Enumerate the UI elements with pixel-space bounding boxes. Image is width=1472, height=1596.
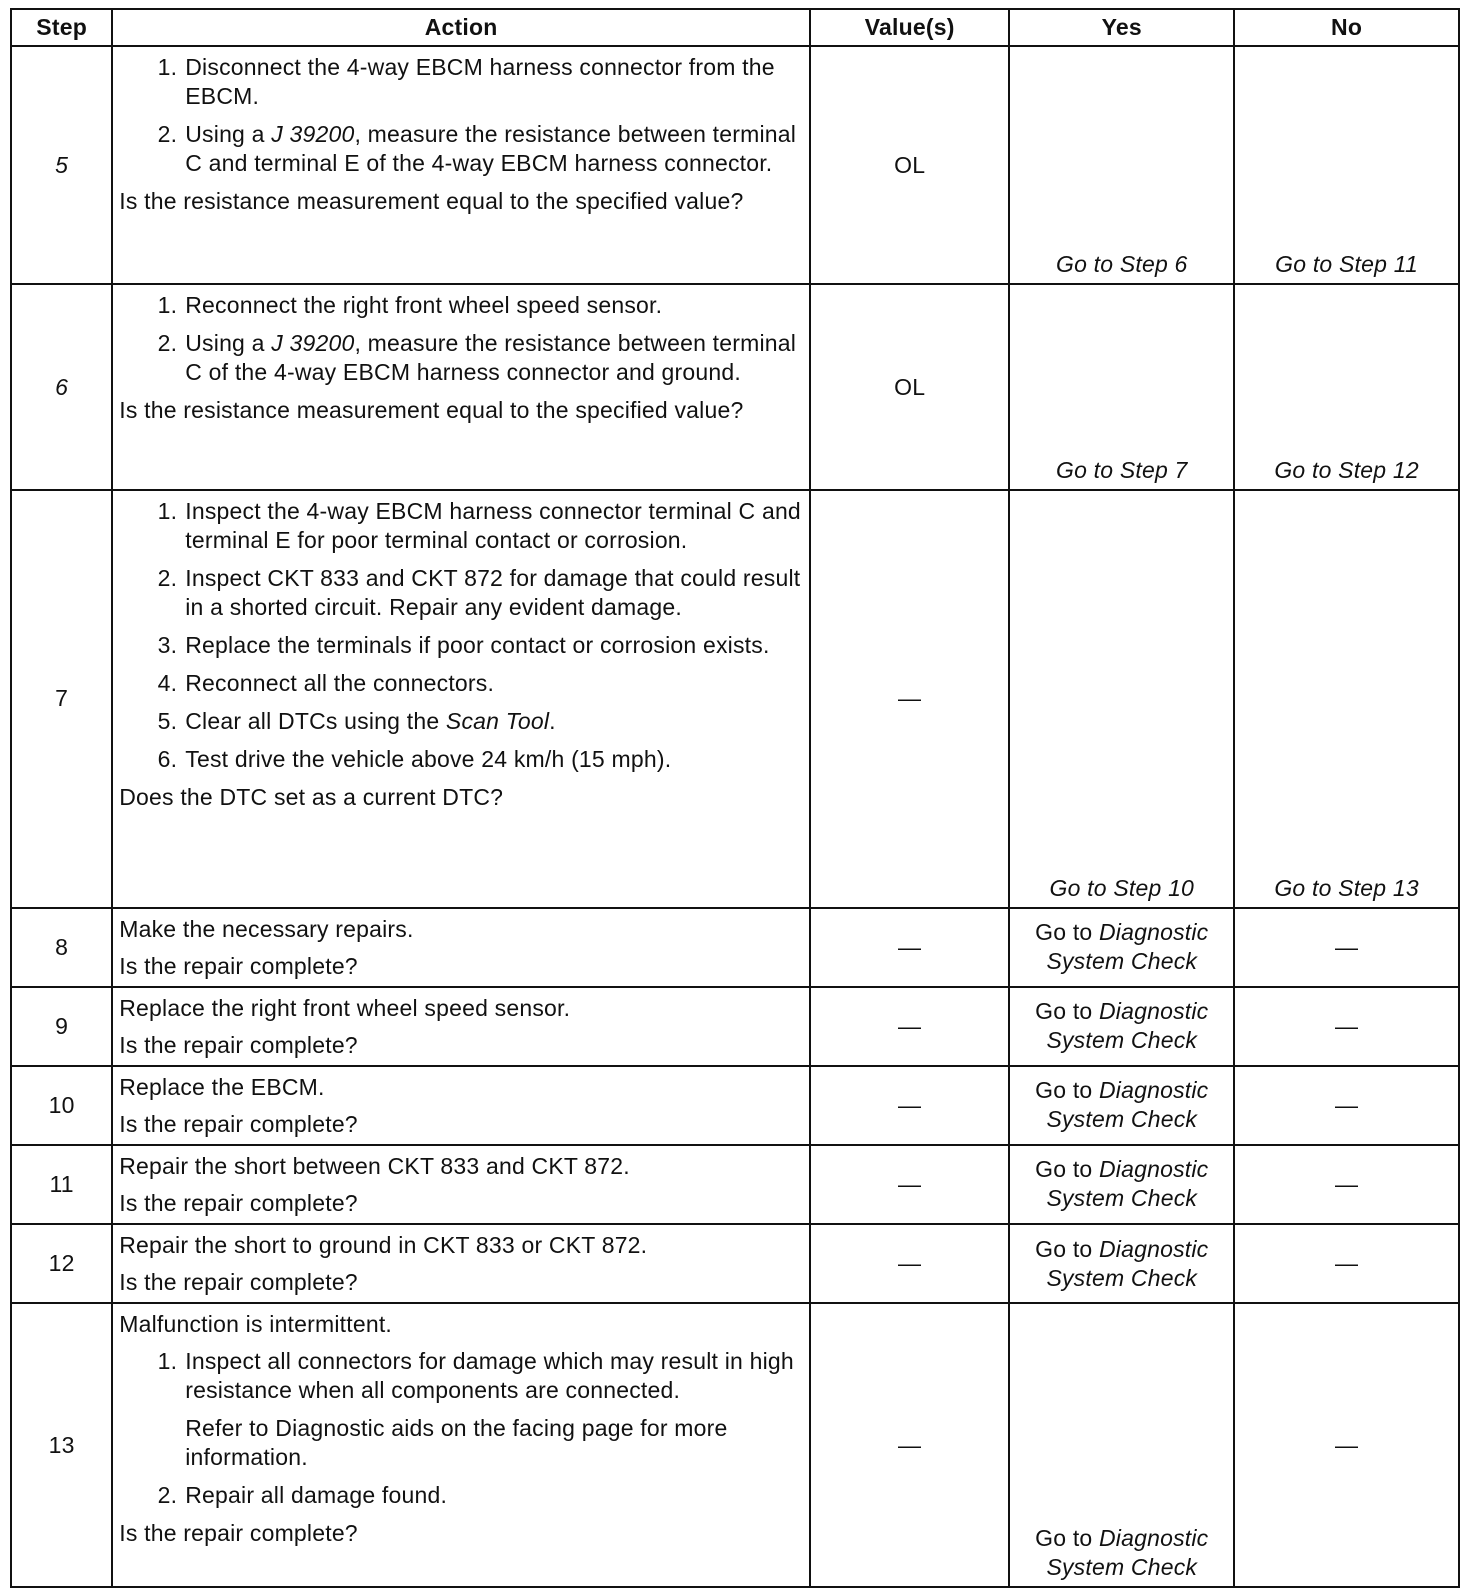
step-number: 11 xyxy=(11,1145,112,1224)
value-cell: — xyxy=(810,1224,1009,1303)
value-cell: OL xyxy=(810,46,1009,284)
no-value: — xyxy=(1234,1145,1459,1224)
table-row-step-7 xyxy=(11,490,1459,908)
table-row-step-12 xyxy=(11,1224,1459,1303)
step-number: 9 xyxy=(11,987,112,1066)
table-row-step-5 xyxy=(11,46,1459,284)
diagnostic-table-page xyxy=(10,8,1460,1588)
action-question: Is the repair complete? xyxy=(119,1268,358,1295)
no-value: — xyxy=(1234,908,1459,987)
value-cell: — xyxy=(810,987,1009,1066)
action-question: Is the repair complete? xyxy=(119,1520,358,1547)
action-cell xyxy=(112,1066,810,1145)
value-cell: OL xyxy=(810,284,1009,490)
action-item: 5. Clear all DTCs using the Scan Tool. xyxy=(157,708,556,735)
no-value: — xyxy=(1234,1224,1459,1303)
action-question: Is the repair complete? xyxy=(119,1189,358,1216)
table-row-step-9 xyxy=(11,987,1459,1066)
action-cell xyxy=(112,490,810,908)
action-item: 6. Test drive the vehicle above 24 km/h (15 mph). xyxy=(157,746,672,773)
yes-link[interactable]: Go to Diagnostic System Check xyxy=(1009,1145,1234,1224)
value-cell: — xyxy=(810,908,1009,987)
step-number: 6 xyxy=(11,284,112,490)
action-item: 3. Replace the terminals if poor contact or corrosion exists. xyxy=(157,632,770,659)
table-row-step-13 xyxy=(11,1303,1459,1587)
yes-link[interactable]: Go to Diagnostic System Check xyxy=(1009,1303,1234,1587)
action-note: Refer to Diagnostic aids on the facing page for more information. xyxy=(185,1415,728,1471)
action-item: 1. Disconnect the 4-way EBCM harness connector from the EBCM. xyxy=(157,54,775,109)
yes-link[interactable]: Go to Step 7 xyxy=(1009,284,1234,490)
step-number: 13 xyxy=(11,1303,112,1587)
action-cell xyxy=(112,908,810,987)
yes-link[interactable]: Go to Diagnostic System Check xyxy=(1009,908,1234,987)
action-question: Is the resistance measurement equal to the specified value? xyxy=(119,188,744,214)
table-row-step-6 xyxy=(11,284,1459,490)
action-item: 1. Inspect all connectors for damage which may result in high resistance when all components are connected. xyxy=(157,1348,794,1404)
action-question: Does the DTC set as a current DTC? xyxy=(119,784,504,811)
action-text: Make the necessary repairs. xyxy=(119,915,414,942)
table-row-step-10 xyxy=(11,1066,1459,1145)
no-value: — xyxy=(1234,1066,1459,1145)
table-row-step-8 xyxy=(11,908,1459,987)
action-intro: Malfunction is intermittent. xyxy=(119,1311,393,1338)
step-number: 7 xyxy=(11,490,112,908)
action-question: Is the repair complete? xyxy=(119,952,358,979)
yes-link[interactable]: Go to Diagnostic System Check xyxy=(1009,987,1234,1066)
action-item: 1. Inspect the 4-way EBCM harness connector terminal C and terminal E for poor terminal contact or corrosion. xyxy=(157,498,801,554)
no-link[interactable]: Go to Step 12 xyxy=(1234,284,1459,490)
header-row xyxy=(11,9,1459,46)
step-number: 5 xyxy=(11,46,112,284)
action-item: 2. Using a J 39200, measure the resistance between terminal C and terminal E of the 4-way EBCM harness connector. xyxy=(157,121,797,176)
yes-link[interactable]: Go to Diagnostic System Check xyxy=(1009,1224,1234,1303)
action-cell xyxy=(112,284,810,490)
action-text: Replace the right front wheel speed sensor. xyxy=(119,994,571,1021)
action-question: Is the resistance measurement equal to the specified value? xyxy=(119,397,744,424)
header-yes: Yes xyxy=(1009,9,1234,46)
no-link[interactable]: Go to Step 11 xyxy=(1234,46,1459,284)
no-value: — xyxy=(1234,987,1459,1066)
action-cell xyxy=(112,1224,810,1303)
step-number: 8 xyxy=(11,908,112,987)
value-cell: — xyxy=(810,1303,1009,1587)
action-text: Replace the EBCM. xyxy=(119,1073,325,1100)
yes-link[interactable]: Go to Step 6 xyxy=(1009,46,1234,284)
yes-link[interactable]: Go to Step 10 xyxy=(1009,490,1234,908)
action-item: 4. Reconnect all the connectors. xyxy=(157,670,495,697)
action-text: Repair the short between CKT 833 and CKT 872. xyxy=(119,1152,630,1179)
action-cell xyxy=(112,46,810,284)
action-item: 2. Using a J 39200, measure the resistance between terminal C of the 4-way EBCM harness connector and ground. xyxy=(157,330,797,386)
header-action: Action xyxy=(112,9,810,46)
action-item: 1. Reconnect the right front wheel speed sensor. xyxy=(157,292,663,319)
action-question: Is the repair complete? xyxy=(119,1110,358,1137)
value-cell: — xyxy=(810,1145,1009,1224)
step-number: 12 xyxy=(11,1224,112,1303)
action-cell xyxy=(112,1145,810,1224)
diagnostic-table xyxy=(10,8,1460,1588)
no-link[interactable]: Go to Step 13 xyxy=(1234,490,1459,908)
value-cell: — xyxy=(810,490,1009,908)
action-question: Is the repair complete? xyxy=(119,1031,358,1058)
action-cell xyxy=(112,1303,810,1587)
yes-link[interactable]: Go to Diagnostic System Check xyxy=(1009,1066,1234,1145)
value-cell: — xyxy=(810,1066,1009,1145)
action-cell xyxy=(112,987,810,1066)
table-row-step-11 xyxy=(11,1145,1459,1224)
action-text: Repair the short to ground in CKT 833 or CKT 872. xyxy=(119,1231,648,1258)
step-number: 10 xyxy=(11,1066,112,1145)
no-value: — xyxy=(1234,1303,1459,1587)
header-no: No xyxy=(1234,9,1459,46)
action-item: 2. Repair all damage found. xyxy=(157,1482,448,1509)
action-item: 2. Inspect CKT 833 and CKT 872 for damage that could result in a shorted circuit. Repair any evident damage. xyxy=(157,565,801,621)
header-step: Step xyxy=(11,9,112,46)
header-values: Value(s) xyxy=(810,9,1009,46)
